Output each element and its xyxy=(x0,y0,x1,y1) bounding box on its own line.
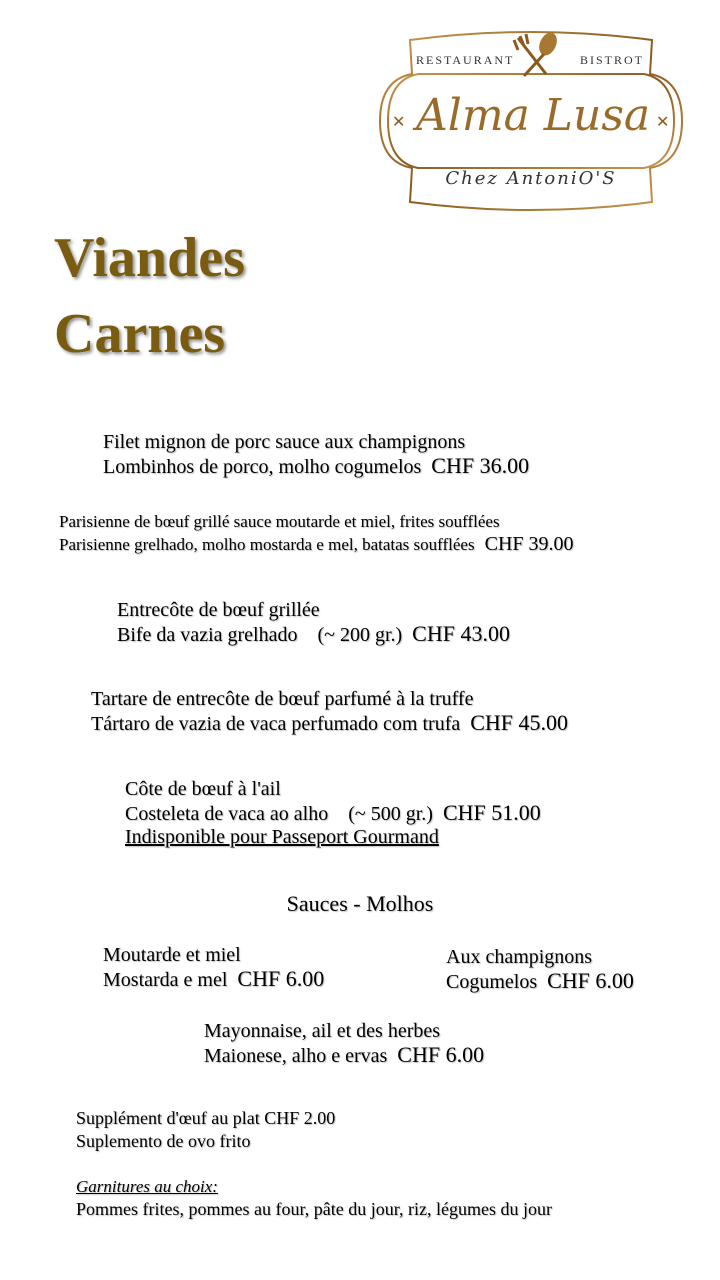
supplement-fr: Supplément d'œuf au plat xyxy=(76,1108,260,1128)
sauce-name-pt: Cogumelos xyxy=(446,971,538,993)
item-price: CHF 36.00 xyxy=(431,453,530,478)
item-price: CHF 45.00 xyxy=(470,710,569,735)
item-price: CHF 51.00 xyxy=(442,800,541,825)
sauce-price: CHF 6.00 xyxy=(547,968,634,993)
menu-item xyxy=(117,599,510,647)
sauce-name-fr: Aux champignons xyxy=(446,946,593,968)
sauce-item xyxy=(103,944,324,992)
item-name-pt: Tártaro de vazia de vaca perfumado com trufa xyxy=(91,713,461,735)
page-title-pt: Carnes xyxy=(54,303,226,365)
garnitures-text: Pommes frites, pommes au four, pâte du jour, riz, légumes du jour xyxy=(76,1199,552,1219)
sauce-item xyxy=(446,946,634,994)
sauce-name-pt: Mostarda e mel xyxy=(103,969,228,991)
item-name-pt: Bife da vazia grelhado (~ 200 gr.) xyxy=(117,624,403,646)
sauce-price: CHF 6.00 xyxy=(397,1042,485,1067)
item-price: CHF 43.00 xyxy=(412,621,510,646)
svg-text:✕: ✕ xyxy=(392,114,406,131)
garnitures-label: Garnitures au choix: xyxy=(76,1177,218,1196)
sauce-name-fr: Moutarde et miel xyxy=(103,944,241,966)
item-name-fr: Côte de bœuf à l'ail xyxy=(125,778,281,800)
item-name-fr: Parisienne de bœuf grillé sauce moutarde et miel, frites soufflées xyxy=(59,512,500,531)
menu-item xyxy=(103,431,529,479)
sauce-item xyxy=(204,1020,484,1068)
menu-item xyxy=(91,688,568,736)
logo-bistrot-label: BISTROT xyxy=(580,53,645,67)
item-name-pt: Lombinhos de porco, molho cogumelos xyxy=(103,456,422,478)
item-name-fr: Filet mignon de porc sauce aux champignons xyxy=(103,431,466,453)
supplement-price: CHF 2.00 xyxy=(264,1108,336,1128)
restaurant-logo xyxy=(378,28,684,214)
item-name-pt: Parisienne grelhado, molho mostarda e mel, batatas soufflées xyxy=(59,535,475,554)
menu-item xyxy=(59,510,574,556)
sauce-price: CHF 6.00 xyxy=(237,966,325,991)
item-name-pt: Costeleta de vaca ao alho (~ 500 gr.) xyxy=(125,803,433,825)
item-note: Indisponible pour Passeport Gourmand xyxy=(125,826,439,848)
supplement-pt: Suplemento de ovo frito xyxy=(76,1131,251,1151)
svg-text:✕: ✕ xyxy=(656,114,670,131)
sauces-heading: Sauces - Molhos xyxy=(286,891,434,916)
logo-subtitle: Chez AntoniO'S xyxy=(445,168,617,189)
logo-restaurant-label: RESTAURANT xyxy=(416,53,515,67)
garnitures xyxy=(76,1175,552,1221)
item-name-fr: Entrecôte de bœuf grillée xyxy=(117,599,320,621)
page-title-fr: Viandes xyxy=(54,227,245,289)
menu-item xyxy=(125,778,541,849)
logo-name: Alma Lusa xyxy=(416,90,651,141)
supplement xyxy=(76,1107,335,1153)
item-price: CHF 39.00 xyxy=(484,533,574,555)
sauce-name-pt: Maionese, alho e ervas xyxy=(204,1045,388,1067)
item-name-fr: Tartare de entrecôte de bœuf parfumé à la truffe xyxy=(91,688,474,710)
sauce-name-fr: Mayonnaise, ail et des herbes xyxy=(204,1020,441,1042)
